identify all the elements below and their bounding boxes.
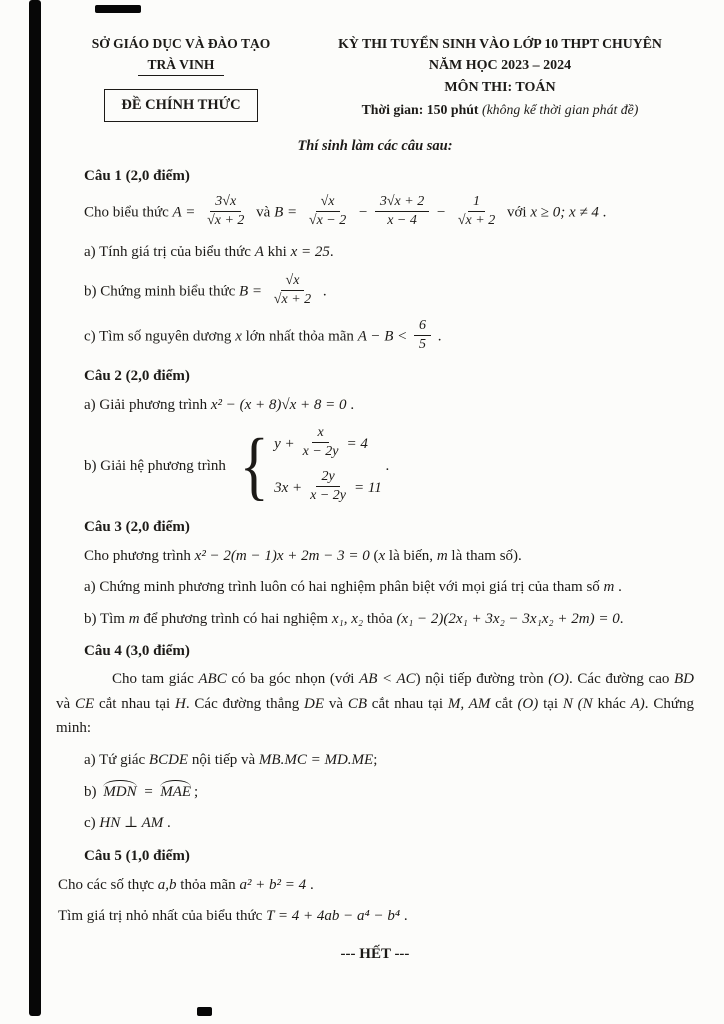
math-run: −: [432, 204, 450, 221]
text-run: và: [324, 695, 348, 712]
section-heading: Câu 3 (2,0 điểm): [84, 518, 190, 535]
fraction: [453, 194, 500, 228]
content-line: [84, 781, 664, 804]
text-run: Tìm giá trị nhỏ nhất của biểu thức: [58, 908, 267, 925]
fraction-numerator: 3√x: [210, 194, 241, 212]
math-run: a,b: [157, 876, 177, 893]
fraction-numerator: √x: [281, 273, 305, 291]
text-run: b) Chứng minh biểu thức: [84, 283, 239, 300]
text-run: cắt nhau tại: [94, 695, 176, 712]
math-run: x: [235, 328, 242, 345]
text-run: nội tiếp và: [188, 752, 259, 769]
text-run: .: [598, 204, 607, 221]
text-run: Cho phương trình: [84, 547, 195, 564]
text-run: .: [619, 610, 624, 627]
exam-time-main: Thời gian: 150 phút: [361, 102, 482, 117]
text-run: cắt: [490, 695, 518, 712]
content-line: [84, 394, 664, 417]
text-run: (: [369, 547, 379, 564]
end-marker: --- HẾT ---: [340, 945, 410, 962]
text-run: a) Chứng minh phương trình luôn có hai nghiệm phân biệt với mọi giá trị của tham số: [84, 579, 604, 596]
exam-year: NĂM HỌC 2023 – 2024: [428, 58, 572, 73]
fraction-denominator: 5: [419, 336, 426, 352]
math-run: A − B <: [357, 328, 411, 345]
department-name: SỞ GIÁO DỤC VÀ ĐÀO TẠO: [91, 36, 271, 51]
fraction-numerator: √x: [316, 194, 340, 212]
sections-container: [56, 168, 694, 928]
exam-title: KỲ THI TUYỂN SINH VÀO LỚP 10 THPT CHUYÊN: [338, 36, 662, 51]
content-line: [84, 812, 664, 835]
text-run: c): [84, 815, 100, 832]
math-run: = 11: [354, 480, 382, 497]
text-run: Cho các số thực: [58, 876, 158, 893]
fraction: [298, 425, 344, 459]
math-run: HN ⊥ AM: [99, 815, 164, 832]
text-run: tại: [538, 695, 563, 712]
text-run: . Các đường thẳng: [185, 695, 305, 712]
exam-section: [56, 168, 694, 355]
content-line: [84, 545, 664, 568]
math-run: CE: [74, 695, 95, 712]
math-run: A =: [172, 204, 200, 221]
math-run: a² + b² = 4: [239, 876, 307, 893]
fraction-numerator: 1: [468, 194, 485, 212]
equation-system: [236, 423, 382, 508]
text-run: cắt nhau tại: [367, 695, 448, 712]
text-run: khác: [592, 695, 631, 712]
math-run: m: [436, 547, 448, 564]
text-run: lớn nhất thỏa mãn: [241, 328, 358, 345]
math-run: x: [378, 547, 386, 564]
content-line: [84, 320, 664, 354]
exam-header: [56, 36, 694, 122]
fraction-denominator: √x + 2: [207, 212, 245, 228]
exam-section: [56, 519, 694, 631]
math-run: H: [175, 695, 186, 712]
math-run: x = 25: [290, 244, 330, 261]
province-name-row: [56, 52, 306, 76]
text-run: .: [614, 579, 622, 596]
text-run: khi: [263, 244, 291, 261]
header-right-block: [306, 36, 694, 122]
text-run: .: [434, 328, 442, 345]
exam-time-note: (không kể thời gian phát đề): [481, 102, 639, 117]
text-run: .: [329, 244, 334, 261]
text-run: với: [503, 204, 531, 221]
content-line: [84, 608, 664, 631]
content-line: [56, 667, 694, 740]
text-run: b) Tìm: [84, 610, 129, 627]
fraction-denominator: √x + 2: [457, 212, 496, 228]
text-run: a) Tính giá trị của biểu thức: [84, 244, 255, 261]
content-line: [58, 905, 664, 928]
math-run: m: [128, 610, 140, 627]
fraction: [414, 318, 431, 352]
math-run: (O): [548, 671, 570, 688]
text-run: để phương trình có hai nghiệm: [139, 610, 332, 627]
text-run: Cho tam giác: [112, 671, 199, 688]
text-run: ;: [373, 752, 378, 769]
math-run: B =: [239, 283, 266, 300]
math-run: y +: [274, 435, 295, 452]
math-run: BD: [674, 671, 694, 688]
section-heading: Câu 1 (2,0 điểm): [84, 168, 190, 184]
content-line: [84, 272, 664, 309]
fraction-numerator: x: [312, 425, 328, 443]
text-run: . Các đường cao: [569, 671, 674, 688]
math-run: M, AM: [447, 695, 491, 712]
fraction-denominator: x − 2y: [302, 443, 339, 459]
fraction: [375, 194, 429, 228]
text-run: ) nội tiếp đường tròn: [415, 671, 549, 688]
text-run: ;: [194, 783, 199, 800]
text-run: và: [56, 695, 75, 712]
math-run: T = 4 + 4ab − a⁴ − b⁴: [266, 908, 401, 925]
angle-hat: MDN: [103, 783, 137, 800]
exam-section: [56, 848, 694, 928]
text-run: a) Tứ giác: [84, 752, 149, 769]
scan-artifact-bottom-mark: [197, 1007, 212, 1016]
content-line: [84, 196, 664, 230]
fraction: [269, 273, 316, 307]
content-line: [84, 749, 664, 772]
math-run: N (N: [562, 695, 593, 712]
math-run: x ≥ 0; x ≠ 4: [530, 204, 599, 221]
math-run: x₁, x₂: [331, 610, 364, 627]
text-run: thỏa: [363, 610, 397, 627]
math-run: ABC: [198, 671, 227, 688]
text-run: thỏa mãn: [176, 876, 240, 893]
math-run: x² − 2(m − 1)x + 2m − 3 = 0: [194, 547, 370, 564]
fraction-denominator: x − 4: [387, 212, 417, 228]
math-run: =: [139, 783, 158, 800]
province-name: TRÀ VINH: [138, 57, 225, 76]
math-run: BCDE: [148, 752, 189, 769]
exam-section: [56, 643, 694, 834]
exam-subject: MÔN THI: TOÁN: [444, 80, 556, 95]
fraction-denominator: √x − 2: [308, 212, 347, 228]
math-run: MB.MC = MD.ME: [258, 752, 374, 769]
official-box-row: [56, 76, 306, 122]
fraction: [304, 194, 351, 228]
content-line: [84, 576, 664, 599]
fraction: [305, 469, 351, 503]
instruction-line: Thí sinh làm các câu sau:: [297, 138, 453, 154]
text-run: b) Giải hệ phương trình: [84, 457, 230, 474]
text-run: là tham số).: [447, 547, 522, 564]
math-run: B =: [274, 204, 301, 221]
text-run: .: [346, 396, 355, 413]
math-run: A): [630, 695, 645, 712]
section-heading: Câu 2 (2,0 điểm): [84, 367, 190, 384]
content-line: [84, 241, 664, 264]
official-exam-label: ĐỀ CHÍNH THỨC: [104, 89, 257, 122]
text-run: .: [319, 283, 327, 300]
math-run: x² − (x + 8)√x + 8 = 0: [210, 396, 347, 413]
text-run: b): [84, 783, 101, 800]
angle-hat: MAE: [160, 783, 192, 800]
text-run: là biến,: [385, 547, 437, 564]
section-heading: Câu 4 (3,0 điểm): [84, 643, 190, 660]
text-run: .: [381, 457, 390, 474]
text-run: và: [252, 204, 275, 221]
math-run: (x₁ − 2)(2x₁ + 3x₂ − 3x₁x₂ + 2m) = 0: [396, 610, 620, 627]
math-run: (O): [517, 695, 539, 712]
section-heading: Câu 5 (1,0 điểm): [84, 847, 190, 864]
system-brace: {: [239, 423, 269, 508]
text-run: .: [306, 876, 314, 893]
math-run: AB < AC: [359, 671, 416, 688]
fraction-numerator: 2y: [316, 469, 339, 487]
fraction-denominator: √x + 2: [273, 291, 312, 307]
math-run: = 4: [346, 435, 368, 452]
fraction-denominator: x − 2y: [310, 488, 347, 504]
exam-section: [56, 368, 694, 506]
text-run: .: [400, 908, 408, 925]
math-run: A: [254, 244, 264, 261]
text-run: có ba góc nhọn (với: [226, 671, 360, 688]
text-run: c) Tìm số nguyên dương: [84, 328, 236, 345]
header-left-block: [56, 36, 306, 122]
math-run: −: [354, 204, 372, 221]
fraction-numerator: 3√x + 2: [375, 194, 429, 212]
exam-time: [306, 102, 694, 118]
math-run: m: [603, 579, 615, 596]
system-row: [274, 427, 382, 461]
text-run: . Chứng minh:: [56, 695, 694, 736]
math-run: 3x +: [274, 480, 303, 497]
system-row: [274, 471, 382, 505]
content-line: [84, 423, 664, 508]
math-run: DE: [304, 695, 325, 712]
content-line: [58, 874, 664, 897]
fraction-numerator: 6: [414, 318, 431, 336]
fraction: [202, 194, 249, 228]
math-run: CB: [347, 695, 367, 712]
text-run: a) Giải phương trình: [84, 396, 211, 413]
text-run: .: [163, 815, 171, 832]
text-run: Cho biểu thức: [84, 204, 173, 221]
system-rows: [274, 427, 382, 506]
